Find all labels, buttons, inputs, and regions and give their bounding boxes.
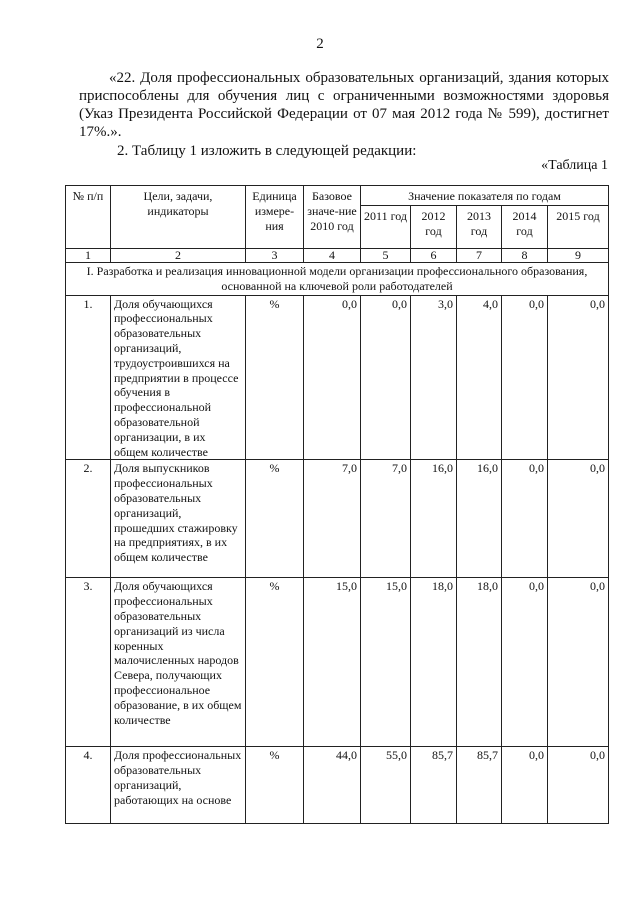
row-indicator: Доля обучающихся профессиональных образовательных организаций из числа коренных малочисленных народов Севера, получающих профессиональное образование, в их общем количестве: [111, 578, 246, 747]
row-num: 4.: [66, 747, 111, 824]
row-value-2014: 0,0: [502, 747, 548, 824]
row-value-2015: 0,0: [548, 460, 609, 578]
row-value-2013: 16,0: [457, 460, 502, 578]
header-row-1: [66, 186, 609, 206]
header-values-group: Значение показателя по годам: [361, 186, 609, 206]
column-number: 3: [246, 249, 304, 263]
column-number: 5: [361, 249, 411, 263]
row-unit: %: [246, 578, 304, 747]
header-year-2011: 2011 год: [361, 206, 411, 249]
column-number: 1: [66, 249, 111, 263]
row-base: 0,0: [304, 295, 361, 460]
row-value-2015: 0,0: [548, 295, 609, 460]
row-base: 15,0: [304, 578, 361, 747]
header-base: Базовое значе-ние 2010 год: [304, 186, 361, 249]
header-goals: Цели, задачи, индикаторы: [111, 186, 246, 249]
table-row: [66, 295, 609, 460]
row-unit: %: [246, 747, 304, 824]
section-row: [66, 263, 609, 296]
header-unit: Единица измере-ния: [246, 186, 304, 249]
row-value-2015: 0,0: [548, 578, 609, 747]
paragraph-item-22: «22. Доля профессиональных образовательных организаций, здания которых приспособлены для обучения лиц с ограниченными возможностями здоровья (Указ Президента Российской Федерации от 07 мая 2012 года № 599), достигнет 17%.».: [79, 70, 609, 140]
column-number: 4: [304, 249, 361, 263]
row-value-2013: 18,0: [457, 578, 502, 747]
table-row: [66, 460, 609, 578]
column-numbers-row: [66, 249, 609, 263]
row-value-2014: 0,0: [502, 578, 548, 747]
row-value-2011: 7,0: [361, 460, 411, 578]
table-caption: «Таблица 1: [541, 158, 608, 173]
column-number: 9: [548, 249, 609, 263]
row-num: 2.: [66, 460, 111, 578]
row-value-2014: 0,0: [502, 460, 548, 578]
header-year-2014: 2014 год: [502, 206, 548, 249]
indicators-table: [65, 185, 609, 824]
header-year-2012: 2012 год: [411, 206, 457, 249]
row-indicator: Доля профессиональных образовательных организаций, работающих на основе: [111, 747, 246, 824]
row-value-2012: 18,0: [411, 578, 457, 747]
row-num: 1.: [66, 295, 111, 460]
row-value-2011: 55,0: [361, 747, 411, 824]
table-row: [66, 578, 609, 747]
row-value-2013: 4,0: [457, 295, 502, 460]
section-title: I. Разработка и реализация инновационной модели организации профессионального образования, основанной на ключевой роли работодателей: [66, 263, 609, 296]
header-num: № п/п: [66, 186, 111, 249]
row-value-2012: 3,0: [411, 295, 457, 460]
header-year-2013: 2013 год: [457, 206, 502, 249]
table-row: [66, 747, 609, 824]
row-unit: %: [246, 295, 304, 460]
row-value-2015: 0,0: [548, 747, 609, 824]
row-indicator: Доля обучающихся профессиональных образовательных организаций, трудоустроившихся на предприятии в процессе обучения в профессиональной образовательной организации, в их общем количестве: [111, 295, 246, 460]
row-value-2013: 85,7: [457, 747, 502, 824]
page-number: 2: [316, 36, 324, 52]
column-number: 6: [411, 249, 457, 263]
column-number: 7: [457, 249, 502, 263]
row-num: 3.: [66, 578, 111, 747]
column-number: 2: [111, 249, 246, 263]
row-base: 7,0: [304, 460, 361, 578]
header-year-2015: 2015 год: [548, 206, 609, 249]
column-number: 8: [502, 249, 548, 263]
row-value-2011: 15,0: [361, 578, 411, 747]
row-unit: %: [246, 460, 304, 578]
row-value-2014: 0,0: [502, 295, 548, 460]
row-value-2011: 0,0: [361, 295, 411, 460]
row-indicator: Доля выпускников профессиональных образовательных организаций, прошедших стажировку на предприятиях, в их общем количестве: [111, 460, 246, 578]
row-value-2012: 16,0: [411, 460, 457, 578]
row-value-2012: 85,7: [411, 747, 457, 824]
paragraph-table-instruction: 2. Таблицу 1 изложить в следующей редакции:: [117, 143, 417, 159]
row-base: 44,0: [304, 747, 361, 824]
